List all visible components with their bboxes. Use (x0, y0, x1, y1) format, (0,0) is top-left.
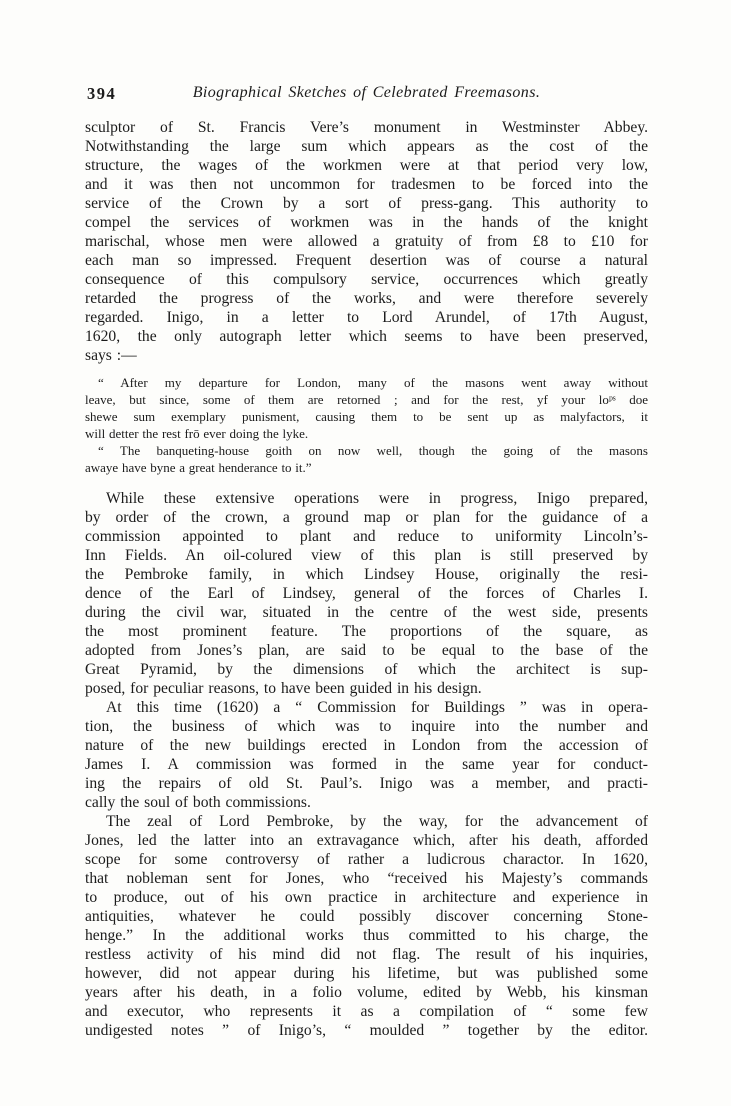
paragraph (85, 698, 648, 812)
paragraph (85, 812, 648, 1040)
text-line: The zeal of Lord Pembroke, by the way, for the advancement of (106, 813, 648, 830)
text-line: each man so impressed. Frequent desertion was of course a natural (85, 252, 648, 269)
text-line: dence of the Earl of Lindsey, general of the forces of Charles I. (85, 585, 648, 602)
text-line: ing the repairs of old St. Paul’s. Inigo was a member, and practi- (85, 775, 648, 792)
text-line: the most prominent feature. The proportions of the square, as (85, 623, 648, 640)
text-line: and it was then not uncommon for tradesmen to be forced into the (85, 176, 648, 193)
text-line: sculptor of St. Francis Vere’s monument in Westminster Abbey. (85, 119, 648, 136)
text-line: At this time (1620) a “ Commission for Buildings ” was in opera- (106, 699, 648, 716)
text-line: consequence of this compulsory service, occurrences which greatly (85, 271, 648, 288)
text-line: 1620, the only autograph letter which seems to have been preserved, (85, 328, 648, 345)
text-line: will detter the rest frō ever doing the lyke. (85, 426, 309, 441)
quote-paragraph (85, 442, 648, 476)
text-line: retarded the progress of the works, and were therefore severely (85, 290, 648, 307)
page-number: 394 (87, 84, 117, 103)
text-line: adopted from Jones’s plan, are said to be equal to the base of the (85, 642, 648, 659)
text-line: that nobleman sent for Jones, who “received his Majesty’s commands (85, 870, 648, 887)
text-line: cally the soul of both commissions. (85, 794, 311, 811)
text-line: Inn Fields. An oil-colured view of this plan is still preserved by (85, 547, 648, 564)
text-line: Notwithstanding the large sum which appears as the cost of the (85, 138, 648, 155)
text-line: leave, but since, some of them are retorned ; and for the rest, yf your loᵖˢ doe (85, 392, 648, 407)
text-line: henge.” In the additional works thus committed to his charge, the (85, 927, 648, 944)
text-line: to produce, out of his own practice in architecture and experience in (85, 889, 648, 906)
paragraph (85, 489, 648, 698)
text-body (85, 118, 648, 1040)
text-line: James I. A commission was formed in the same year for conduct- (85, 756, 648, 773)
text-line: tion, the business of which was to inquire into the number and (85, 718, 648, 735)
text-line: Great Pyramid, by the dimensions of which the architect is sup- (85, 661, 648, 678)
text-line: scope for some controversy of rather a ludicrous charactor. In 1620, (85, 851, 648, 868)
text-line: regarded. Inigo, in a letter to Lord Arundel, of 17th August, (85, 309, 648, 326)
text-line: antiquities, whatever he could possibly discover concerning Stone- (85, 908, 648, 925)
text-line: “ After my departure for London, many of the masons went away without (98, 375, 648, 390)
text-line: and executor, who represents it as a compilation of “ some few (85, 1003, 648, 1020)
text-line: While these extensive operations were in progress, Inigo prepared, (106, 490, 648, 507)
text-line: undigested notes ” of Inigo’s, “ moulded ” together by the editor. (85, 1022, 648, 1039)
text-line: compel the services of workmen was in the hands of the knight (85, 214, 648, 231)
text-line: restless activity of his mind did not flag. The result of his inquiries, (85, 946, 648, 963)
text-line: however, did not appear during his lifetime, but was published some (85, 965, 648, 982)
book-page (85, 84, 648, 1040)
quote-paragraph (85, 374, 648, 442)
text-line: nature of the new buildings erected in London from the accession of (85, 737, 648, 754)
text-line: years after his death, in a folio volume, edited by Webb, his kinsman (85, 984, 648, 1001)
text-line: shewe sum exemplary punisment, causing them to be sent up as malyfactors, it (85, 409, 648, 424)
text-line: posed, for peculiar reasons, to have been guided in his design. (85, 680, 482, 697)
text-line: awaye have byne a great henderance to it.” (85, 460, 312, 475)
text-line: Jones, led the latter into an extravagance which, after his death, afforded (85, 832, 648, 849)
text-line: marischal, whose men were allowed a gratuity of from £8 to £10 for (85, 233, 648, 250)
text-line: structure, the wages of the workmen were at that period very low, (85, 157, 648, 174)
text-line: service of the Crown by a sort of press-gang. This authority to (85, 195, 648, 212)
text-line: during the civil war, situated in the centre of the west side, presents (85, 604, 648, 621)
text-line: says :— (85, 347, 137, 364)
paragraph (85, 118, 648, 365)
text-line: “ The banqueting-house goith on now well, though the going of the masons (98, 443, 648, 458)
running-title: Biographical Sketches of Celebrated Freemasons. (192, 84, 541, 101)
text-line: commission appointed to plant and reduce to uniformity Lincoln’s- (85, 528, 648, 545)
text-line: the Pembroke family, in which Lindsey House, originally the resi- (85, 566, 648, 583)
page-header (85, 84, 648, 102)
text-line: by order of the crown, a ground map or plan for the guidance of a (85, 509, 648, 526)
